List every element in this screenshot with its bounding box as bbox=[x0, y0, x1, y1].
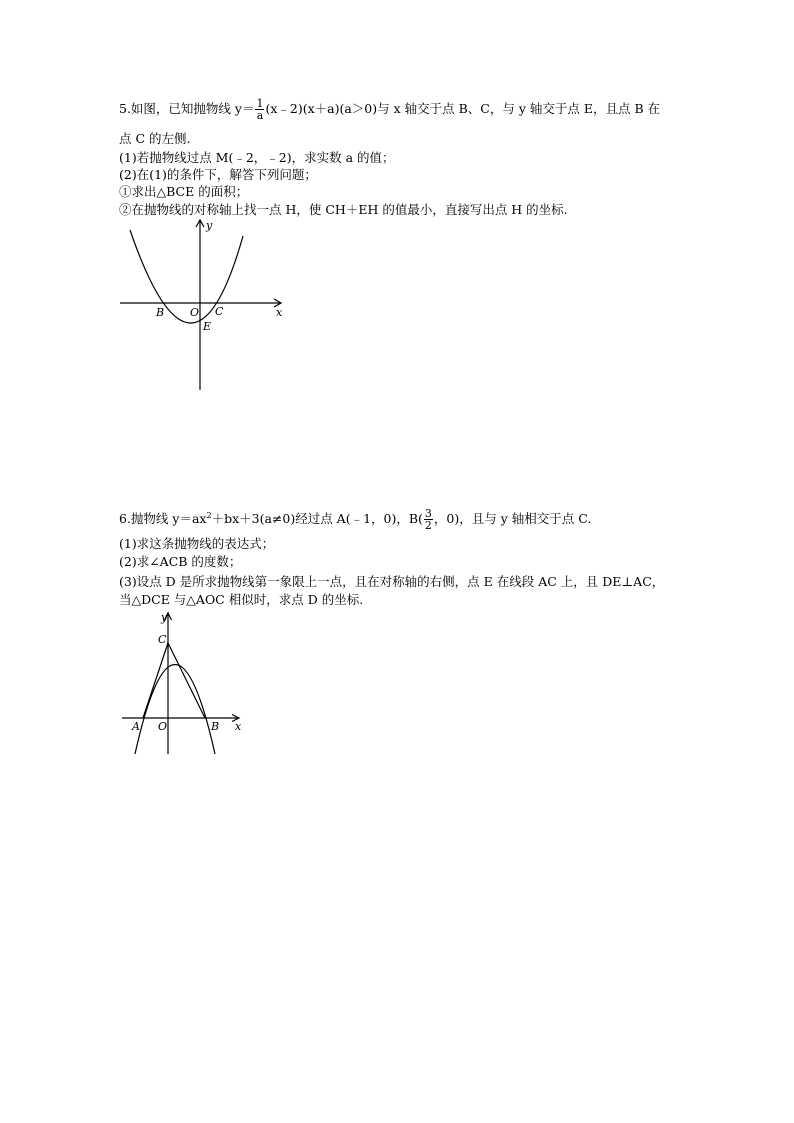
q6-label-B: B bbox=[211, 720, 220, 733]
q6-text-1a: 6.抛物线 y＝ax bbox=[119, 511, 207, 527]
q6-frac-den: 2 bbox=[424, 519, 432, 533]
q6-text-1b: ＋bx＋3(a≠0)经过点 A(﹣1，0)，B( bbox=[211, 511, 423, 527]
q6-label-x: x bbox=[235, 720, 242, 733]
q6-line-4: (3)设点 D 是所求抛物线第一象限上一点，且在对称轴的右侧，点 E 在线段 AC 上，且 DE⊥AC， bbox=[119, 574, 665, 589]
q5-line-4: (2)在(1)的条件下，解答下列问题； bbox=[119, 167, 317, 182]
q5-frac-den: a bbox=[256, 109, 264, 122]
q6-label-y: y bbox=[161, 611, 168, 624]
q6-label-A: A bbox=[132, 720, 140, 733]
q5-label-C: C bbox=[215, 305, 224, 318]
q6-label-O: O bbox=[158, 720, 168, 733]
q6-fraction bbox=[424, 508, 433, 531]
q5-label-y: y bbox=[206, 219, 213, 232]
q5-label-x: x bbox=[276, 306, 283, 319]
q6-frac-num: 3 bbox=[424, 507, 432, 521]
q6-parabola-curve bbox=[135, 665, 215, 755]
q6-line-5: 当△DCE 与△AOC 相似时，求点 D 的坐标. bbox=[119, 592, 364, 607]
q5-text-1a: 5.如图，已知抛物线 y＝ bbox=[119, 101, 255, 116]
q5-line-6: ②在抛物线的对称轴上找一点 H，使 CH＋EH 的值最小，直接写出点 H 的坐标. bbox=[119, 202, 568, 217]
q5-text-1b: (x﹣2)(x＋a)(a＞0)与 x 轴交于点 B、C，与 y 轴交于点 E，且点 B 在 bbox=[265, 101, 661, 116]
q5-fraction bbox=[255, 98, 264, 121]
q6-line-1 bbox=[119, 508, 591, 531]
q5-label-B: B bbox=[156, 306, 165, 319]
q5-line-5: ①求出△BCE 的面积； bbox=[119, 184, 249, 199]
q5-label-E: E bbox=[203, 320, 212, 333]
q5-line-3: (1)若抛物线过点 M(﹣2，﹣2)，求实数 a 的值； bbox=[119, 150, 395, 165]
q6-label-C: C bbox=[158, 633, 167, 646]
q5-parabola-curve bbox=[130, 230, 243, 323]
q6-line-3: (2)求∠ACB 的度数； bbox=[119, 554, 242, 569]
q6-parabola-figure bbox=[118, 610, 248, 756]
q5-line-1 bbox=[119, 98, 660, 121]
q6-segment-AC bbox=[143, 643, 168, 718]
q6-exponent: 2 bbox=[206, 511, 212, 520]
q6-line-2: (1)求这条抛物线的表达式； bbox=[119, 536, 275, 551]
q6-text-1c: ，0)，且与 y 轴相交于点 C. bbox=[433, 511, 592, 527]
q6-segment-CB bbox=[168, 643, 205, 718]
q5-frac-num: 1 bbox=[256, 97, 264, 110]
q5-parabola-figure bbox=[118, 218, 290, 392]
q5-label-O: O bbox=[190, 306, 200, 319]
q5-line-2: 点 C 的左侧. bbox=[119, 131, 191, 146]
